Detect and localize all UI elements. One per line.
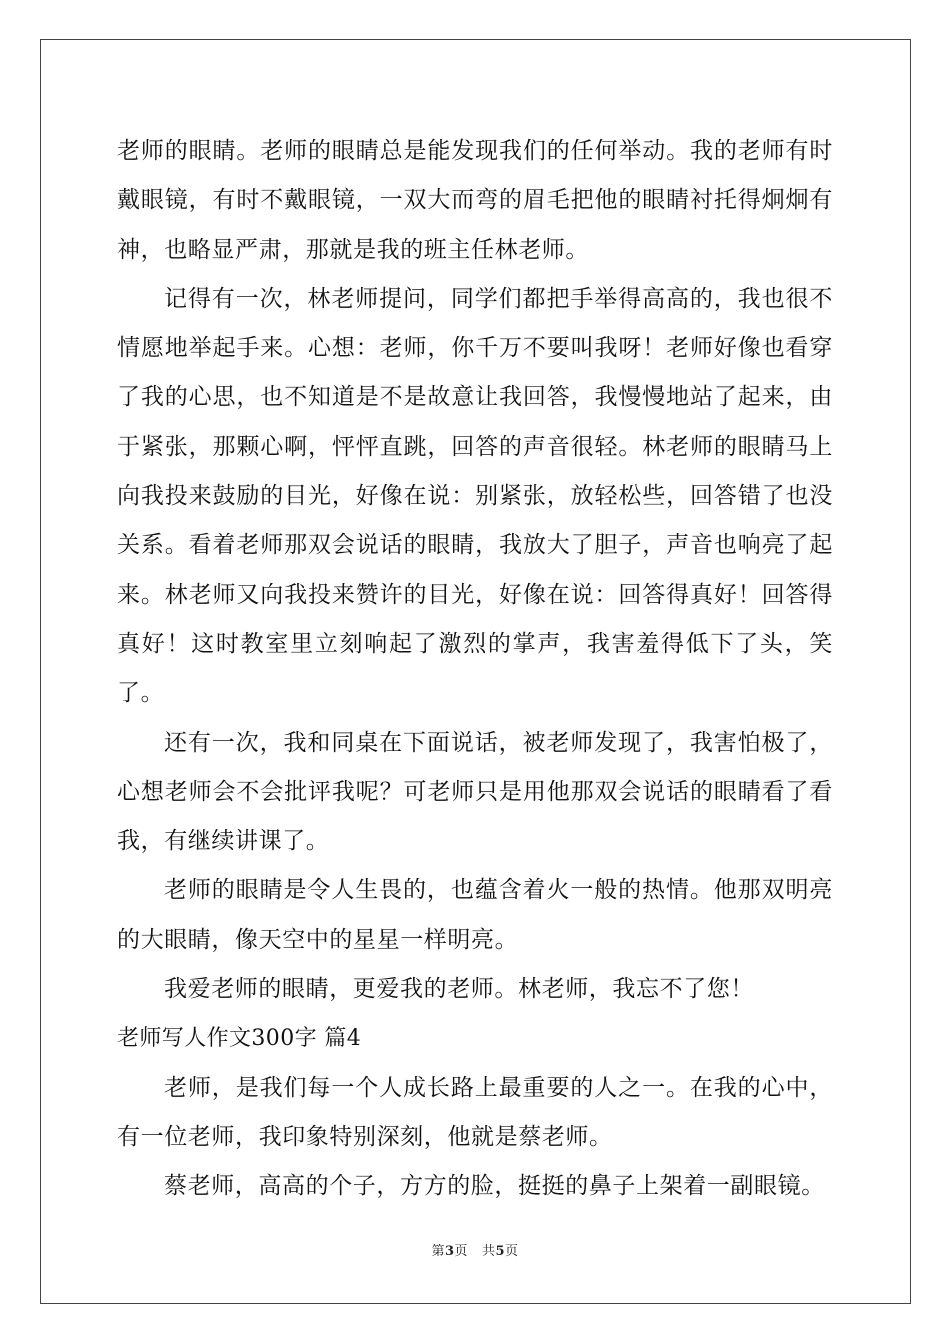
paragraph: 老师，是我们每一个人成长路上最重要的人之一。在我的心中，有一位老师，我印象特别深刻，他就是蔡老师。 [117, 1074, 833, 1150]
page-footer [0, 1242, 950, 1262]
total-pages-number: 5 [495, 1244, 506, 1259]
paragraph: 我爱老师的眼睛，更爱我的老师。林老师，我忘不了您！ [164, 976, 754, 1003]
paragraph: 老师的眼睛。老师的眼睛总是能发现我们的任何举动。我的老师有时戴眼镜，有时不戴眼镜，一双大而弯的眉毛把他的眼睛衬托得炯炯有神，也略显严肃，那就是我的班主任林老师。 [117, 138, 833, 263]
document-body [117, 127, 833, 1212]
paragraph: 老师的眼睛是令人生畏的，也蕴含着火一般的热情。他那双明亮的大眼睛，像天空中的星星一样明亮。 [117, 877, 833, 953]
paragraph: 记得有一次，林老师提问，同学们都把手举得高高的，我也很不情愿地举起手来。心想：老师，你千万不要叫我呀！老师好像也看穿了我的心思，也不知道是不是故意让我回答，我慢慢地站了起来，由于紧张，那颗心啊，怦怦直跳，回答的声音很轻。林老师的眼睛马上向我投来鼓励的目光，好像在说：别紧张，放轻松些，回答错了也没关系。看着老师那双会说话的眼睛，我放大了胆子，声音也响亮了起来。林老师又向我投来赞许的目光，好像在说：回答得真好！回答得真好！这时教室里立刻响起了激烈的掌声，我害羞得低下了头，笑了。 [117, 285, 833, 707]
paragraph: 还有一次，我和同桌在下面说话，被老师发现了，我害怕极了，心想老师会不会批评我呢？可老师只是用他那双会说话的眼睛看了看我，有继续讲课了。 [117, 729, 833, 855]
footer-page-word: 页 [454, 1244, 469, 1259]
footer-prefix: 第 [431, 1244, 445, 1259]
footer-total-suffix: 页 [505, 1244, 519, 1259]
footer-total-prefix: 共 [481, 1244, 496, 1259]
paragraph: 蔡老师，高高的个子，方方的脸，挺挺的鼻子上架着一副眼镜。 [164, 1173, 825, 1200]
current-page-number: 3 [444, 1244, 455, 1259]
section-heading: 老师写人作文300字 篇4 [117, 1026, 362, 1052]
